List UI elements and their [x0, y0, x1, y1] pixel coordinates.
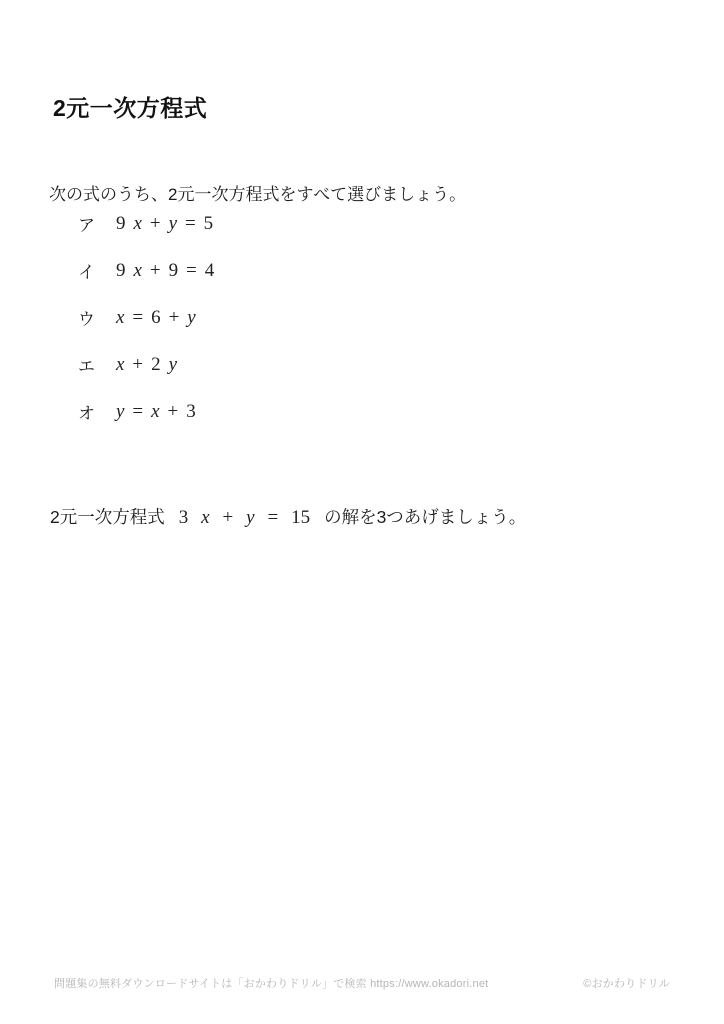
- equation-item: [78, 388, 578, 435]
- page-title: 2元一次方程式: [53, 95, 208, 122]
- equation-item: [78, 247, 578, 294]
- equation-label: ウ: [78, 310, 95, 329]
- problem2-text: [50, 504, 526, 529]
- problem2-suffix: の解を3つあげましょう。: [324, 506, 527, 527]
- equation-token: y: [187, 306, 196, 328]
- equation-token: 2: [151, 353, 161, 375]
- equation-label: イ: [78, 263, 95, 282]
- equation: [116, 354, 177, 376]
- equation-token: +: [149, 212, 161, 234]
- footer-copyright-text: ©おかわりドリル: [583, 978, 670, 990]
- equation-label: ア: [78, 216, 95, 235]
- equation: [116, 307, 196, 329]
- equation-token: =: [184, 212, 196, 234]
- equation-token: y: [116, 400, 125, 422]
- equation-token: 9: [168, 259, 179, 281]
- equation-token: +: [132, 353, 144, 375]
- equation-token: 15: [291, 506, 311, 528]
- equation: [116, 213, 213, 235]
- equation-token: 3: [186, 400, 196, 422]
- equation-token: +: [168, 306, 180, 328]
- equation-token: x: [201, 506, 210, 528]
- equation-item: [78, 341, 578, 388]
- equation-token: 3: [178, 506, 189, 528]
- equation-token: =: [186, 259, 197, 281]
- equation: [116, 401, 196, 423]
- equation-token: =: [132, 400, 144, 422]
- equation-token: x: [151, 400, 160, 422]
- equation-token: +: [149, 259, 161, 281]
- equation-token: y: [168, 353, 177, 375]
- equation-label: エ: [78, 357, 95, 376]
- equation-token: x: [116, 353, 125, 375]
- footer: [54, 975, 670, 991]
- equation-item: [78, 294, 578, 341]
- equation-token: x: [116, 306, 125, 328]
- problem1-instruction: 次の式のうち、2元一次方程式をすべて選びましょう。: [49, 185, 467, 204]
- equation-token: 4: [204, 259, 215, 281]
- equation-token: x: [133, 212, 142, 234]
- equation-token: +: [167, 400, 179, 422]
- footer-site-text: 問題集の無料ダウンロードサイトは「おかわりドリル」で検索 https://www.okadori.net: [54, 978, 489, 990]
- equation-token: 9: [116, 212, 126, 234]
- equation-token: =: [132, 306, 144, 328]
- equation-token: 5: [203, 212, 214, 234]
- problem2-prefix: 2元一次方程式: [50, 506, 165, 527]
- equation-token: =: [267, 506, 279, 528]
- equation-list: [78, 200, 578, 435]
- problem2-equation: [179, 507, 310, 529]
- equation-token: 6: [151, 306, 161, 328]
- equation-token: +: [222, 506, 234, 528]
- equation-token: 9: [116, 259, 126, 281]
- equation-label: オ: [78, 404, 95, 423]
- equation-token: y: [168, 212, 177, 234]
- equation-token: y: [246, 506, 255, 528]
- equation-token: x: [133, 259, 142, 281]
- equation: [116, 260, 214, 282]
- equation-item: [78, 200, 578, 247]
